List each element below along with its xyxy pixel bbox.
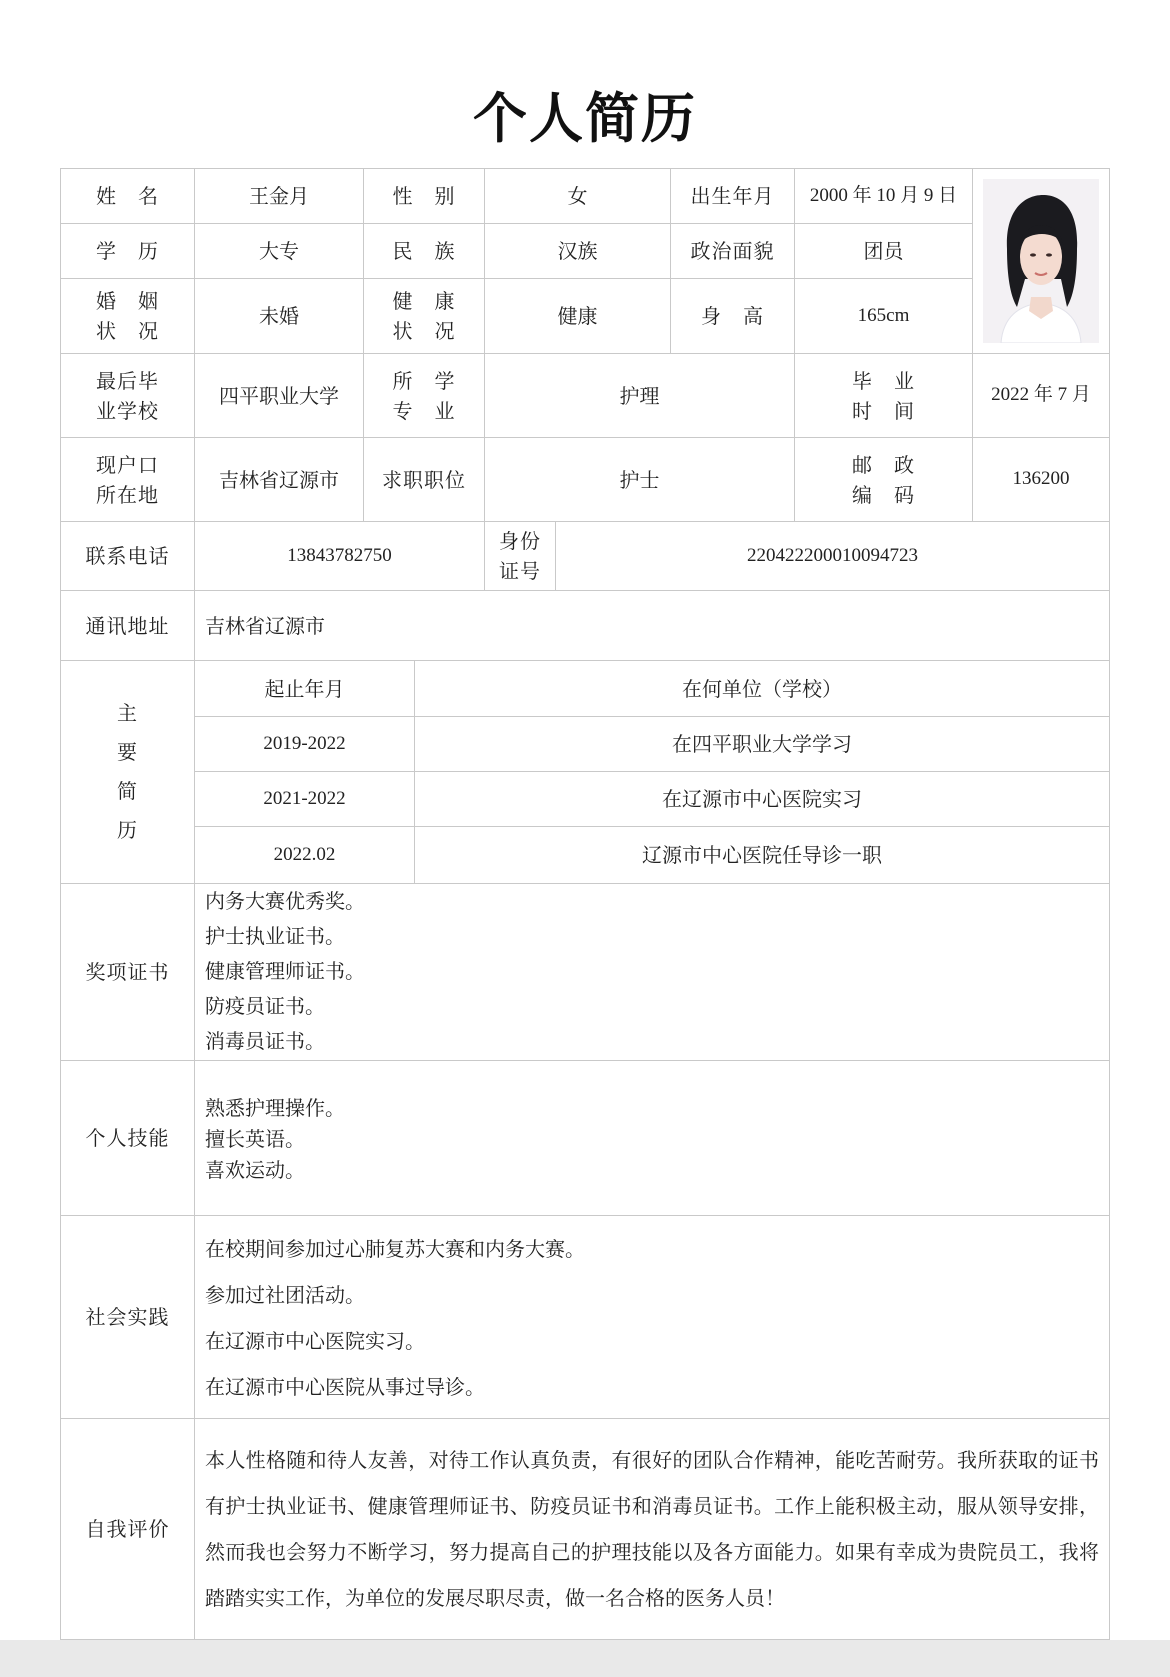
awards-list	[194, 883, 1110, 1061]
skill-item: 熟悉护理操作。	[205, 1096, 345, 1120]
award-item: 护士执业证书。	[205, 924, 345, 948]
residence-label: 现户口 所在地	[60, 437, 195, 522]
phone-value: 13843782750	[194, 521, 485, 591]
resume-row-unit: 在四平职业大学学习	[414, 716, 1110, 772]
name-label: 姓 名	[60, 168, 195, 224]
awards-label: 奖项证书	[60, 883, 195, 1061]
gender-label: 性 别	[363, 168, 485, 224]
award-item: 消毒员证书。	[205, 1029, 325, 1053]
school-value: 四平职业大学	[194, 353, 364, 438]
award-item: 健康管理师证书。	[205, 959, 365, 983]
resume-row-period: 2021-2022	[194, 771, 415, 827]
page-title: 个人简历	[473, 87, 697, 150]
practice-item: 在辽源市中心医院实习。	[205, 1329, 425, 1353]
practice-item: 在辽源市中心医院从事过导诊。	[205, 1375, 485, 1399]
skills-list	[194, 1060, 1110, 1216]
address-value: 吉林省辽源市	[194, 590, 1110, 661]
residence-value: 吉林省辽源市	[194, 437, 364, 522]
practice-list	[194, 1215, 1110, 1419]
major-value: 护理	[484, 353, 795, 438]
gender-value: 女	[484, 168, 671, 224]
practice-item: 参加过社团活动。	[205, 1283, 365, 1307]
practice-item: 在校期间参加过心肺复苏大赛和内务大赛。	[205, 1237, 585, 1261]
skills-label: 个人技能	[60, 1060, 195, 1216]
award-item: 防疫员证书。	[205, 994, 325, 1018]
id-value: 220422200010094723	[555, 521, 1110, 591]
resume-row-period: 2022.02	[194, 826, 415, 884]
resume-label: 主 要 简 历	[60, 660, 195, 884]
grad-value: 2022 年 7 月	[972, 353, 1110, 438]
political-label: 政治面貌	[670, 223, 795, 279]
resume-row-unit: 辽源市中心医院任导诊一职	[414, 826, 1110, 884]
skill-item: 喜欢运动。	[205, 1158, 305, 1182]
edu-label: 学 历	[60, 223, 195, 279]
ethnic-label: 民 族	[363, 223, 485, 279]
resume-header-period: 起止年月	[194, 660, 415, 717]
marital-label: 婚 姻 状 况	[60, 278, 195, 354]
name-value: 王金月	[194, 168, 364, 224]
major-label: 所 学 专 业	[363, 353, 485, 438]
health-value: 健康	[484, 278, 671, 354]
edu-value: 大专	[194, 223, 364, 279]
school-label: 最后毕 业学校	[60, 353, 195, 438]
portrait-photo-icon	[983, 179, 1099, 343]
position-value: 护士	[484, 437, 795, 522]
height-value: 165cm	[794, 278, 973, 354]
practice-label: 社会实践	[60, 1215, 195, 1419]
zip-label: 邮 政 编 码	[794, 437, 973, 522]
health-label: 健 康 状 况	[363, 278, 485, 354]
political-value: 团员	[794, 223, 973, 279]
phone-label: 联系电话	[60, 521, 195, 591]
skill-item: 擅长英语。	[205, 1127, 305, 1151]
resume-header-unit: 在何单位（学校）	[414, 660, 1110, 717]
ethnic-value: 汉族	[484, 223, 671, 279]
photo-cell	[972, 168, 1110, 354]
grad-label: 毕 业 时 间	[794, 353, 973, 438]
zip-value: 136200	[972, 437, 1110, 522]
birth-label: 出生年月	[670, 168, 795, 224]
evaluation-text: 本人性格随和待人友善，对待工作认真负责，有很好的团队合作精神，能吃苦耐劳。我所获取的证书有护士执业证书、健康管理师证书、防疫员证书和消毒员证书。工作上能积极主动，服从领导安排，然而我也会努力不断学习，努力提高自己的护理技能以及各方面能力。如果有幸成为贵院员工，我将踏踏实实工作，为单位的发展尽职尽责，做一名合格的医务人员！	[194, 1418, 1110, 1640]
resume-row-period: 2019-2022	[194, 716, 415, 772]
position-label: 求职职位	[363, 437, 485, 522]
evaluation-label: 自我评价	[60, 1418, 195, 1640]
resume-row-unit: 在辽源市中心医院实习	[414, 771, 1110, 827]
marital-value: 未婚	[194, 278, 364, 354]
address-label: 通讯地址	[60, 590, 195, 661]
award-item: 内务大赛优秀奖。	[205, 889, 365, 913]
birth-value: 2000 年 10 月 9 日	[794, 168, 973, 224]
height-label: 身 高	[670, 278, 795, 354]
id-label: 身份 证号	[484, 521, 556, 591]
